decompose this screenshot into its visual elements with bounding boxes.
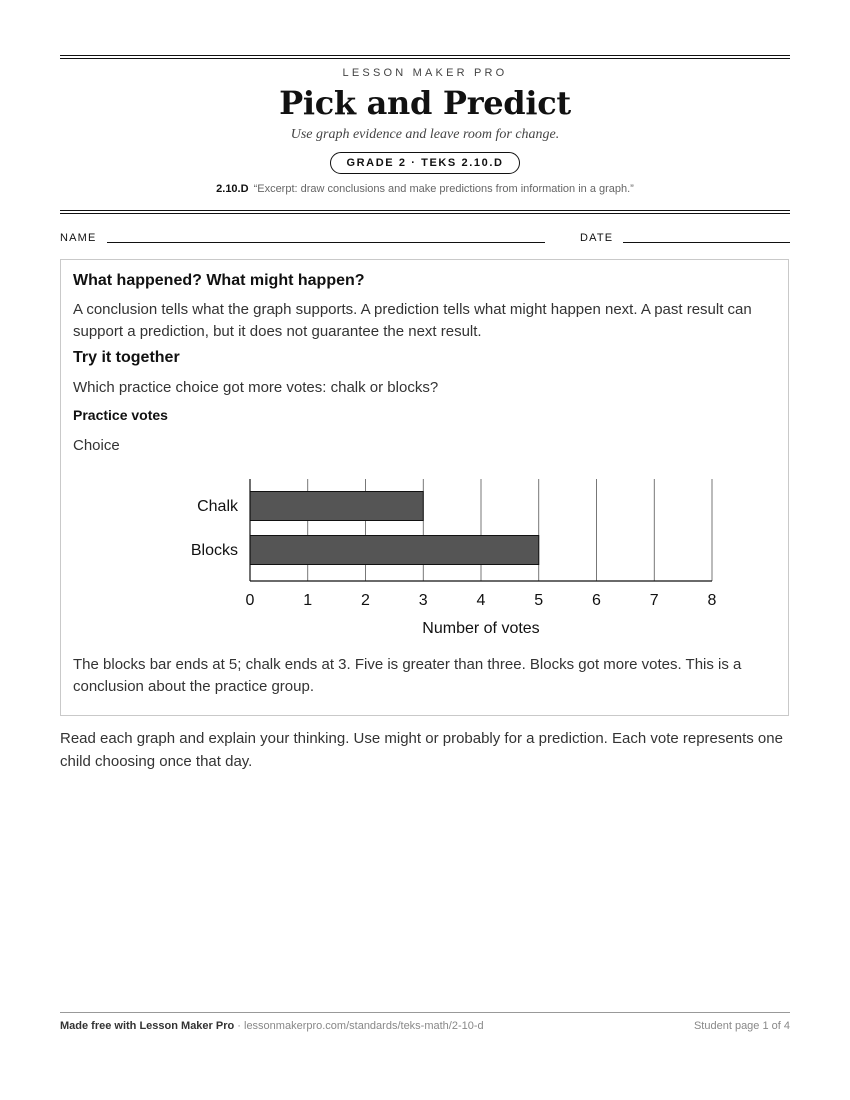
card-question: Which practice choice got more votes: chalk or blocks? <box>73 379 439 396</box>
brand-name: LESSON MAKER PRO <box>342 67 508 79</box>
grade-badge-wrap <box>60 152 790 174</box>
standard-text: “Excerpt: draw conclusions and make predictions from information in a graph.” <box>253 183 634 195</box>
page-title: Pick and Predict <box>279 84 571 122</box>
tick-label: 0 <box>245 592 255 609</box>
top-rule-inner <box>60 58 790 59</box>
footer-rule <box>60 1012 790 1013</box>
date-field[interactable] <box>623 242 790 243</box>
category-label-blocks: Blocks <box>190 542 238 559</box>
footer-credit <box>60 1020 484 1032</box>
name-label: NAME <box>60 232 97 244</box>
tick-label: 3 <box>418 592 428 609</box>
bar-chalk <box>250 492 423 521</box>
category-label-chalk: Chalk <box>197 498 238 515</box>
card-explanation: The blocks bar ends at 5; chalk ends at 3. Five is greater than three. Blocks got more votes. This is a conclusion about the practice group. <box>73 656 742 695</box>
x-axis-label: Number of votes <box>422 620 540 637</box>
header-bottom-rule-inner <box>60 213 790 214</box>
header-bottom-rule <box>60 210 790 211</box>
footer-made-with: Made free with Lesson Maker Pro <box>60 1020 235 1032</box>
standard-line <box>60 183 790 195</box>
instructions: Read each graph and explain your thinking. Use might or probably for a prediction. Each vote represents one child choosing once that day. <box>60 730 783 770</box>
tick-label: 7 <box>649 592 659 609</box>
example-card <box>60 259 789 716</box>
name-field[interactable] <box>107 242 545 243</box>
footer-page-number: Student page 1 of 4 <box>693 1020 790 1032</box>
top-rule <box>60 55 790 56</box>
card-subheading: Try it together <box>73 349 180 366</box>
tick-label: 6 <box>592 592 601 609</box>
tick-label: 5 <box>534 592 544 609</box>
tick-label: 2 <box>361 592 370 609</box>
chart-title: Practice votes <box>73 407 168 423</box>
tick-label: 8 <box>707 592 717 609</box>
tick-label: 4 <box>476 592 486 609</box>
card-heading: What happened? What might happen? <box>73 272 365 289</box>
card-intro: A conclusion tells what the graph supports. A prediction tells what might happen next. A past result can support a prediction, but it does not guarantee the next result. <box>73 301 752 340</box>
bar-blocks <box>250 536 539 565</box>
tick-label: 1 <box>303 592 313 609</box>
chart-category-axis-label: Choice <box>73 437 120 454</box>
date-label: DATE <box>580 232 614 244</box>
page-subtitle: Use graph evidence and leave room for change. <box>290 127 560 142</box>
footer-url[interactable]: · lessonmakerpro.com/standards/teks-math/2-10-d <box>234 1020 484 1032</box>
bar-chart <box>61 465 788 655</box>
standard-code: 2.10.D <box>216 183 249 195</box>
grade-badge: GRADE 2 · TEKS 2.10.D <box>330 152 519 174</box>
